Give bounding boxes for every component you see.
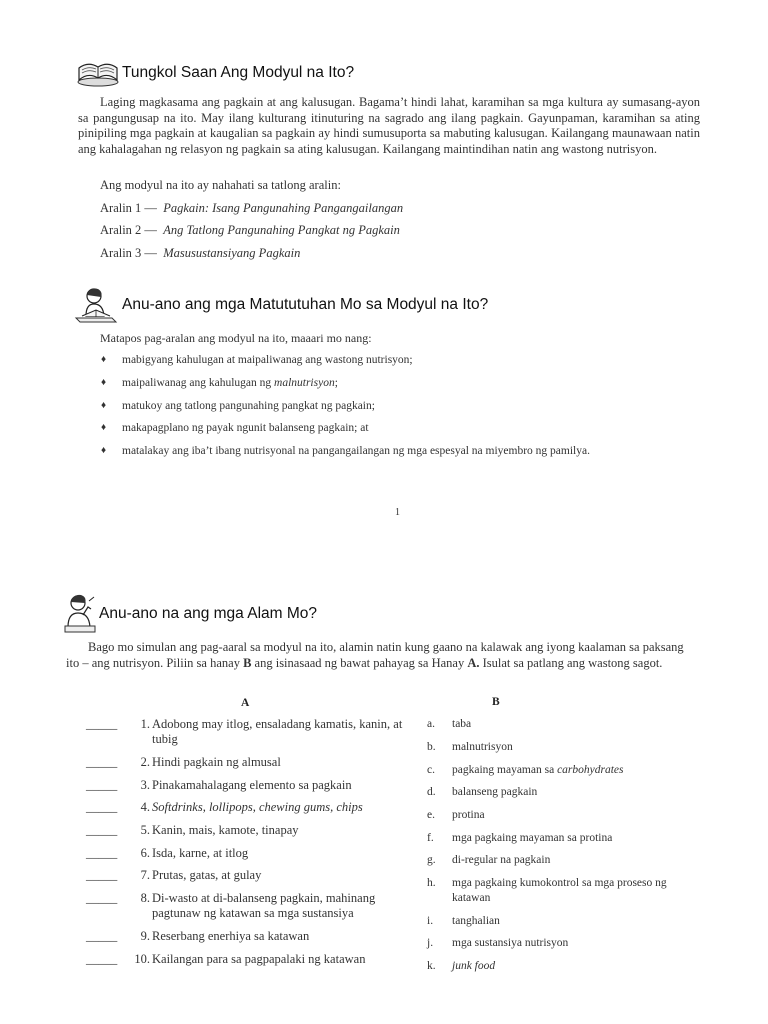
column-a-item: _____ 3. Pinakamahalagang elemento sa pagkain bbox=[86, 778, 352, 792]
lesson-item bbox=[100, 201, 403, 216]
answer-blank[interactable]: _____ bbox=[86, 846, 118, 860]
section-title-prior-knowledge: Anu-ano na ang mga Alam Mo? bbox=[99, 605, 317, 622]
column-a-item: _____ 2. Hindi pagkain ng almusal bbox=[86, 755, 281, 769]
column-a-item: _____ 5. Kanin, mais, kamote, tinapay bbox=[86, 823, 299, 837]
diamond-bullet-icon: ♦ bbox=[101, 354, 107, 365]
student-reading-icon bbox=[74, 286, 118, 324]
column-a-item: _____ 8. Di-wasto at di-balanseng pagkain, mahinang pagtunaw ng katawan sa mga sustansiya bbox=[86, 891, 376, 920]
lesson-label: Aralin 2 — bbox=[100, 223, 157, 237]
answer-blank[interactable]: _____ bbox=[86, 755, 118, 769]
lessons-intro: Ang modyul na ito ay nahahati sa tatlong aralin: bbox=[100, 178, 341, 192]
column-a-header: A bbox=[241, 697, 250, 709]
lesson-item bbox=[100, 246, 300, 261]
open-book-icon bbox=[76, 58, 120, 88]
answer-blank[interactable]: _____ bbox=[86, 891, 118, 905]
lesson-label: Aralin 3 — bbox=[100, 246, 157, 260]
answer-blank[interactable]: _____ bbox=[86, 868, 118, 882]
diamond-bullet-icon: ♦ bbox=[101, 400, 107, 411]
lesson-title: Pagkain: Isang Pangunahing Pangangailangan bbox=[163, 201, 404, 215]
column-a-item: _____ 1. Adobong may itlog, ensaladang kamatis, kanin, at tubig bbox=[86, 717, 403, 746]
about-paragraph: Laging magkasama ang pagkain at ang kalusugan. Bagama’t hindi lahat, karamihan sa mga kultura ay sumasang-ayon sa pangungusap na ito. May ilang kulturang itinuturing na sagrado ang ilang pagkain. Gayunpaman, karamihan sa ating pinipiling mga pagkain at kaugalian sa pagkain ay hindi sumusuporta sa mabuting kalusugan. Kailangang maunawaan natin ang kahalagahan ng relasyon ng pagkain sa ating kalusugan. Kailangang maintindihan natin ang wastong nutrisyon. bbox=[78, 95, 700, 156]
column-a-item: _____ 6. Isda, karne, at itlog bbox=[86, 846, 249, 860]
lesson-label: Aralin 1 — bbox=[100, 201, 157, 215]
answer-blank[interactable]: _____ bbox=[86, 717, 118, 731]
diamond-bullet-icon: ♦ bbox=[101, 445, 107, 456]
diamond-bullet-icon: ♦ bbox=[101, 422, 107, 433]
answer-blank[interactable]: _____ bbox=[86, 800, 118, 814]
objectives-intro: Matapos pag-aralan ang modyul na ito, maaari mo nang: bbox=[100, 331, 372, 345]
column-a-item: _____ 4. Softdrinks, lollipops, chewing gums, chips bbox=[86, 800, 363, 814]
lesson-title: Ang Tatlong Pangunahing Pangkat ng Pagkain bbox=[163, 223, 400, 237]
section-title-learning-objectives: Anu-ano ang mga Matututuhan Mo sa Modyul na Ito? bbox=[122, 296, 489, 313]
column-a-item: _____ 9. Reserbang enerhiya sa katawan bbox=[86, 929, 310, 943]
page-number: 1 bbox=[395, 507, 400, 518]
answer-blank[interactable]: _____ bbox=[86, 952, 118, 966]
diamond-bullet-icon: ♦ bbox=[101, 377, 107, 388]
lesson-title: Masusustansiyang Pagkain bbox=[163, 246, 301, 260]
section-title-about-module: Tungkol Saan Ang Modyul na Ito? bbox=[122, 64, 355, 81]
answer-blank[interactable]: _____ bbox=[86, 929, 118, 943]
column-a-item: _____ 10. Kailangan para sa pagpapalaki ng katawan bbox=[86, 952, 366, 966]
column-a-item: _____ 7. Prutas, gatas, at gulay bbox=[86, 868, 262, 882]
answer-blank[interactable]: _____ bbox=[86, 823, 118, 837]
instructions-paragraph: Bago mo simulan ang pag-aaral sa modyul na ito, alamin natin kung gaano na kalawak ang iyong kaalaman sa paksang ito – ang nutrisyon. Piliin sa hanay B ang isinasaad ng bawat pahayag sa Hanay A. Isulat sa patlang ang wastong sagot. bbox=[66, 640, 684, 670]
student-thinking-icon bbox=[63, 593, 97, 635]
column-b-header: B bbox=[492, 696, 500, 708]
lesson-item bbox=[100, 223, 400, 238]
answer-blank[interactable]: _____ bbox=[86, 778, 118, 792]
